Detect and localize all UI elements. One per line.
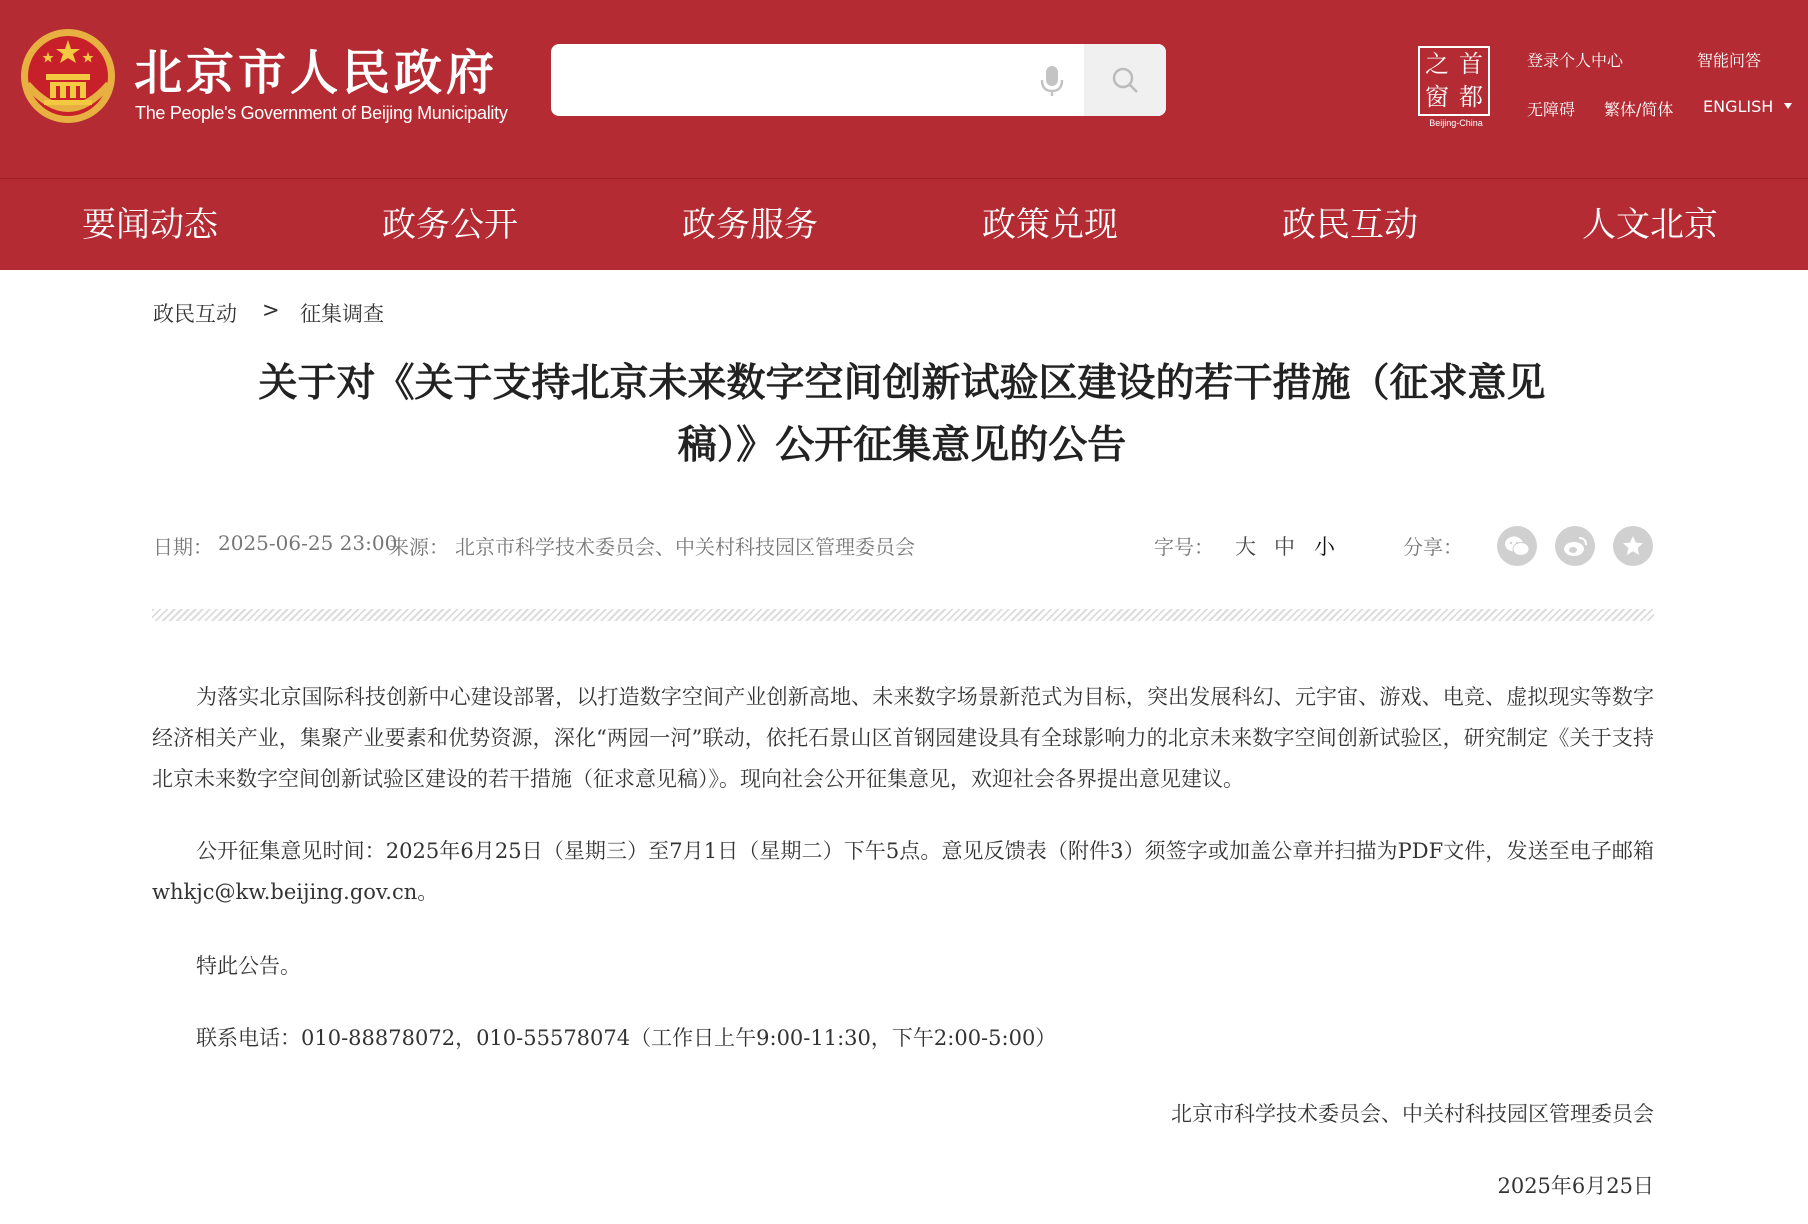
wechat-share-button[interactable]	[1497, 526, 1537, 566]
nav-item-news[interactable]: 要闻动态	[82, 205, 218, 245]
body-paragraph-4: 联系电话：010-88878072，010-55578074（工作日上午9:00-11:30，下午2:00-5:00）	[196, 1026, 1057, 1050]
favorite-share-button[interactable]	[1613, 526, 1653, 566]
font-size-large[interactable]: 大	[1235, 535, 1256, 559]
weibo-icon	[1562, 535, 1588, 557]
body-paragraph-1: 为落实北京国际科技创新中心建设部署，以打造数字空间产业创新高地、未来数字场景新范式为目标，突出发展科幻、元宇宙、游戏、电竞、虚拟现实等数字经济相关产业，集聚产业要素和优势资源，深化“两园一河”联动，依托石景山区首钢园建设具有全球影响力的北京未来数字空间创新试验区，研究制定《关于支持北京未来数字空间创新试验区建设的若干措施（征求意见稿）》。现向社会公开征集意见，欢迎社会各界提出意见建议。	[152, 685, 1654, 791]
main-nav	[0, 178, 1808, 270]
favorite-icon	[1621, 534, 1645, 558]
capital-logo-chars	[1420, 48, 1488, 114]
article-title	[152, 352, 1652, 476]
search-button[interactable]	[1084, 44, 1166, 116]
site-title[interactable]: 北京市人民政府	[134, 45, 499, 101]
wechat-icon	[1504, 535, 1530, 557]
source-label: 来源：	[389, 535, 449, 559]
source-value: 北京市科学技术委员会、中关村科技园区管理委员会	[455, 535, 915, 559]
capital-logo-char: 首	[1459, 50, 1483, 78]
nav-item-gov-affairs[interactable]: 政务公开	[382, 205, 518, 245]
body-paragraph-2: 公开征集意见时间：2025年6月25日（星期三）至7月1日（星期二）下午5点。意见反馈表（附件3）须签字或加盖公章并扫描为PDF文件，发送至电子邮箱whkjc@kw.beijing.gov.cn。	[152, 839, 1654, 904]
title-line-2: 稿）》公开征集意见的公告	[677, 422, 1127, 468]
content-divider	[152, 609, 1654, 621]
search-box	[551, 44, 1166, 116]
search-input[interactable]	[551, 44, 1081, 116]
font-size-small[interactable]: 小	[1314, 535, 1335, 559]
microphone-icon[interactable]	[1036, 64, 1068, 98]
font-size-label: 字号：	[1154, 535, 1214, 559]
share-label: 分享：	[1403, 535, 1463, 559]
capital-logo-char: 窗	[1425, 83, 1449, 111]
capital-logo-char: 之	[1425, 50, 1449, 78]
publish-date: 2025-06-25 23:00	[218, 531, 398, 555]
site-header	[0, 0, 1808, 178]
nav-item-culture[interactable]: 人文北京	[1582, 205, 1718, 245]
login-link[interactable]: 登录个人中心	[1527, 51, 1624, 70]
site-subtitle[interactable]: The People's Government of Beijing Municipality	[135, 103, 508, 123]
accessibility-link[interactable]: 无障碍	[1527, 100, 1576, 119]
chevron-down-icon[interactable]	[1784, 103, 1792, 109]
nav-item-interaction[interactable]: 政民互动	[1282, 205, 1418, 245]
english-link[interactable]: ENGLISH	[1703, 97, 1774, 116]
font-size-medium[interactable]: 中	[1274, 535, 1295, 559]
breadcrumb-item-survey[interactable]: 征集调查	[300, 302, 384, 326]
body-paragraph-3: 特此公告。	[196, 954, 301, 978]
breadcrumb-item-interaction[interactable]: 政民互动	[153, 302, 237, 326]
capital-logo-char: 都	[1459, 83, 1483, 111]
search-icon	[1110, 65, 1140, 95]
signature-date: 2025年6月25日	[1497, 1174, 1654, 1198]
trad-simp-link[interactable]: 繁体/简体	[1604, 100, 1674, 119]
nav-item-policy[interactable]: 政策兑现	[982, 205, 1118, 245]
title-line-1: 关于对《关于支持北京未来数字空间创新试验区建设的若干措施（征求意见	[258, 360, 1546, 406]
date-label: 日期：	[153, 535, 213, 559]
breadcrumb-separator: >	[262, 298, 280, 322]
capital-logo-latin: Beijing-China	[1429, 118, 1483, 128]
signature-org: 北京市科学技术委员会、中关村科技园区管理委员会	[1171, 1102, 1654, 1126]
national-emblem-icon[interactable]	[18, 26, 118, 130]
weibo-share-button[interactable]	[1555, 526, 1595, 566]
nav-item-gov-services[interactable]: 政务服务	[682, 205, 818, 245]
smart-qa-link[interactable]: 智能问答	[1697, 51, 1762, 70]
capital-window-logo[interactable]	[1416, 44, 1496, 130]
